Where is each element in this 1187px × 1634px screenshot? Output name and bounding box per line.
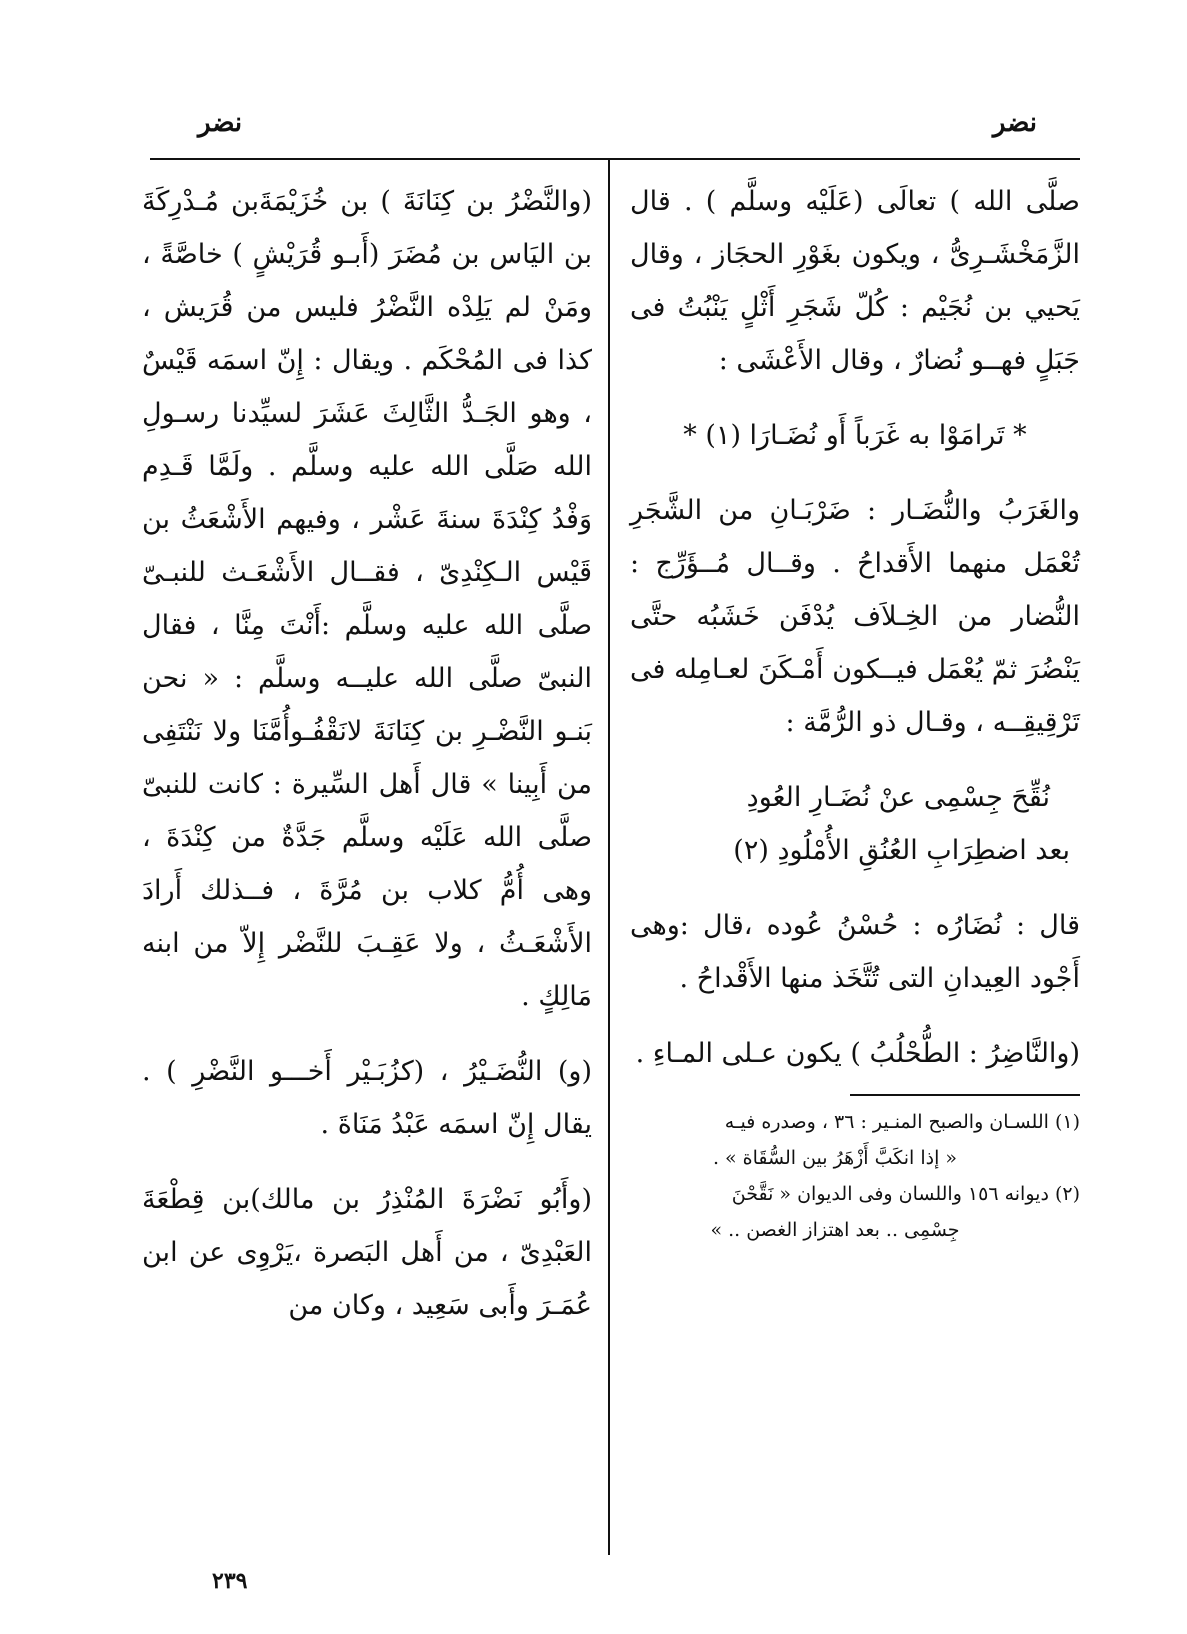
entry-paragraph: (والنَّضْرُ بن كِنَانَةَ ) بن خُزَيْمَةَبن مُـدْرِكَةَ بن اليَاس بن مُضَرَ (أَبـو قُرَيْشٍ ) خاصَّةً ، ومَنْ لم يَلِدْه النَّضْرُ فليس من قُرَيش ، كذا فى المُحْكَم . ويقال : إِنّ اسمَه قَيْسٌ ، وهو الجَـدُّ الثَّالِثَ عَشَرَ لسيِّدنا رسـولِ الله صَلَّى الله عليه وسلَّم . ولَمَّا قَـدِم وَفْدُ كِنْدَةَ سنةَ عَشْر ، وفيهم الأَشْعَثُ بن قَيْس الـكِنْدِىّ ، فقــال الأَشْعَـث للنبـىّ صلَّى الله عليه وسلَّم :أَنْتَ مِنَّا ، فقال النبىّ صلَّى الله عليــه وسلَّم : « نحن بَنـو النَّضْـرِ بن كِنَانَةَ لانَقْفُـوأُمَّنَا ولا نَنْتَفِى من أَبِينا » قال أَهل السِّيرة : كانت للنبىّ صلَّى الله عَلَيْه وسلَّم جَدَّةٌ من كِنْدَةَ ، وهى أُمُّ كلاب بن مُرَّةَ ، فــذلك أَرادَ الأَشْعَـثُ ، ولا عَقِـبَ للنَّضْر إِلاّ من ابنه مَالِكٍ . — [142, 186, 592, 1012]
footnote-2-continuation: جِسْمِى .. بعد اهتزاز الغصن .. » — [710, 1219, 960, 1241]
page-number: ٢٣٩ — [212, 1568, 248, 1594]
entry-paragraph: صلَّى الله ) تعالَى (عَلَيْه وسلَّم ) . قال الزَّمَخْشَـرِىُّ ، ويكون بغَوْرِ الحجَاز ، وقال يَحيي بن نُجَيْم : كُلّ شَجَرِ أَثْلٍ يَنْبُتُ فى جَبَلٍ فهــو نُضارٌ ، وقال الأَعْشَى : — [630, 186, 1080, 376]
header-rule — [150, 158, 1080, 160]
entry-paragraph: (و) النُّضَـيْرُ ، (كزُبَـيْر أَخـــو النَّضْرِ ) . يقال إِنّ اسمَه عَبْدُ مَنَاةَ . — [142, 1056, 592, 1140]
entry-paragraph: (وأَبُو نَضْرَةَ المُنْذِرُ بن مالك)بن قِطْعَةَ العَبْدِىّ ، من أَهل البَصرة ،يَرْوِى عن ابن عُمَـرَ وأَبى سَعِيد ، وكان من — [142, 1184, 592, 1321]
entry-paragraph: والغَرَبُ والنُّضَـار : ضَرْبَـانِ من الشَّجَرِ تُعْمَل منهما الأَقداحُ . وقــال مُــؤَرِّج : النُّضار من الخِـلاَف يُدْفَن خَشَبُه حتَّى يَنْضُرَ ثمّ يُعْمَل فيــكون أَمْـكَنَ لعـامِله فى تَرْقِيقِــه ، وقـال ذو الرُّمَّة : — [630, 495, 1080, 738]
poem-couplet — [630, 771, 1080, 877]
footnote-rule — [850, 1094, 1080, 1096]
poem-line: بعد اضطِرَابِ العُنُقِ الأُمْلُودِ (٢) — [733, 835, 1070, 866]
footnote-2: (٢) ديوانه ١٥٦ واللسان وفى الديوان « نَقَّحْنَ — [731, 1183, 1080, 1205]
right-column — [630, 175, 1080, 1248]
left-column — [142, 175, 592, 1332]
running-header-left: نضر — [198, 108, 243, 138]
column-divider — [608, 160, 610, 1555]
verse-line: * تَرامَوْا به غَرَباً أَو نُضَـارَا (١) * — [683, 420, 1027, 451]
footnote-1: (١) اللسـان والصبح المنـير : ٣٦ ، وصدره فيـه — [724, 1111, 1080, 1133]
entry-paragraph: (والنَّاضِرُ : الطُّحْلُبُ ) يكون عـلى المـاءِ . — [635, 1038, 1080, 1069]
running-header-right: نضر — [992, 108, 1037, 138]
entry-paragraph: قال : نُضَارُه : حُسْنُ عُوده ،قال :وهى أَجْود العِيدانِ التى تُتَّخَذ منها الأَقْداحُ . — [630, 910, 1080, 994]
poem-line: نُقِّحَ جِسْمِى عنْ نُضَـارِ العُودِ — [746, 782, 1050, 813]
footnotes — [630, 1104, 1080, 1248]
footnote-1-continuation: « إذا انكَبَّ أَزْهَرُ بين السُّقَاة » . — [712, 1147, 958, 1169]
